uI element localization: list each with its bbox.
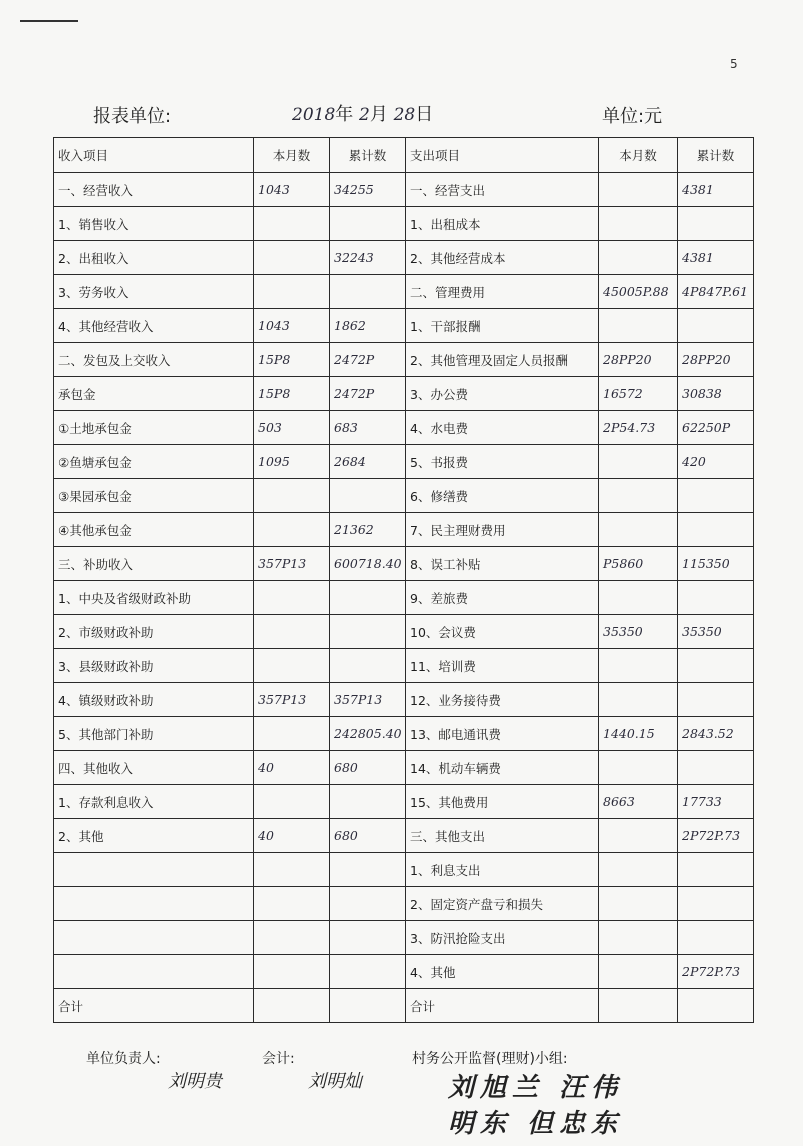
expense-month-value: 45005P.88 xyxy=(599,275,678,309)
income-item: 5、其他部门补助 xyxy=(54,717,254,751)
income-cumulative-value xyxy=(330,275,406,309)
expense-month-value xyxy=(599,445,678,479)
expense-month-value xyxy=(599,955,678,989)
expense-cumulative-value: 62250P xyxy=(678,411,754,445)
expense-cumulative-value xyxy=(678,751,754,785)
reporting-unit-label: 报表单位: xyxy=(93,106,172,127)
supervision-group-label: 村务公开监督(理财)小组: xyxy=(412,1051,568,1067)
expense-month-value xyxy=(599,173,678,207)
income-cumulative-value: 2684 xyxy=(330,445,406,479)
expense-month-value xyxy=(599,853,678,887)
income-item: 二、发包及上交收入 xyxy=(54,343,254,377)
expense-item: 2、其他管理及固定人员报酬 xyxy=(406,343,599,377)
expense-cumulative-value: 4381 xyxy=(678,241,754,275)
col-income-item: 收入项目 xyxy=(54,138,254,173)
income-item: 承包金 xyxy=(54,377,254,411)
income-month-value xyxy=(254,513,330,547)
expense-month-value: 35350 xyxy=(599,615,678,649)
date-day: 28 xyxy=(393,105,416,125)
income-cumulative-value xyxy=(330,649,406,683)
income-month-value: 40 xyxy=(254,819,330,853)
col-expense-cumulative: 累计数 xyxy=(678,138,754,173)
table-row xyxy=(54,343,754,377)
expense-item: 一、经营支出 xyxy=(406,173,599,207)
income-cumulative-value: 242805.40 xyxy=(330,717,406,751)
expense-cumulative-value: 28PP20 xyxy=(678,343,754,377)
table-row xyxy=(54,887,754,921)
income-month-value: 1095 xyxy=(254,445,330,479)
income-item: 三、补助收入 xyxy=(54,547,254,581)
col-expense-month: 本月数 xyxy=(599,138,678,173)
income-cumulative-value xyxy=(330,853,406,887)
expense-month-value xyxy=(599,887,678,921)
table-row xyxy=(54,207,754,241)
expense-cumulative-value xyxy=(678,309,754,343)
expense-month-value xyxy=(599,683,678,717)
expense-item: 7、民主理财费用 xyxy=(406,513,599,547)
table-row xyxy=(54,615,754,649)
supervision-signature-line-2: 明东 但忠东 xyxy=(448,1109,624,1139)
income-month-value xyxy=(254,887,330,921)
income-cumulative-value xyxy=(330,989,406,1023)
income-month-value xyxy=(254,853,330,887)
income-item: ①土地承包金 xyxy=(54,411,254,445)
income-item xyxy=(54,921,254,955)
income-month-value xyxy=(254,581,330,615)
income-item: 4、镇级财政补助 xyxy=(54,683,254,717)
table-header-row xyxy=(54,138,754,173)
col-income-cumulative: 累计数 xyxy=(330,138,406,173)
table-row xyxy=(54,717,754,751)
report-header xyxy=(0,100,803,134)
income-cumulative-value xyxy=(330,615,406,649)
accountant-label: 会计: xyxy=(262,1051,295,1067)
income-month-value: 1043 xyxy=(254,173,330,207)
income-month-value: 357P13 xyxy=(254,683,330,717)
expense-cumulative-value xyxy=(678,683,754,717)
expense-cumulative-value xyxy=(678,581,754,615)
table-row xyxy=(54,853,754,887)
table-row xyxy=(54,819,754,853)
table-row xyxy=(54,275,754,309)
income-cumulative-value: 600718.40 xyxy=(330,547,406,581)
income-cumulative-value xyxy=(330,955,406,989)
expense-month-value xyxy=(599,649,678,683)
table-row xyxy=(54,445,754,479)
table-row xyxy=(54,173,754,207)
expense-cumulative-value: 2843.52 xyxy=(678,717,754,751)
expense-cumulative-value: 35350 xyxy=(678,615,754,649)
income-cumulative-value: 680 xyxy=(330,819,406,853)
income-expense-table xyxy=(53,137,754,1023)
expense-item: 2、其他经营成本 xyxy=(406,241,599,275)
income-cumulative-value xyxy=(330,785,406,819)
expense-item: 13、邮电通讯费 xyxy=(406,717,599,751)
table-row xyxy=(54,649,754,683)
table-row xyxy=(54,377,754,411)
income-month-value xyxy=(254,785,330,819)
expense-item: 15、其他费用 xyxy=(406,785,599,819)
expense-month-value xyxy=(599,751,678,785)
income-month-value xyxy=(254,717,330,751)
expense-item: 三、其他支出 xyxy=(406,819,599,853)
expense-cumulative-value xyxy=(678,513,754,547)
income-month-value xyxy=(254,241,330,275)
income-month-value xyxy=(254,479,330,513)
table-row xyxy=(54,581,754,615)
table-row xyxy=(54,241,754,275)
expense-item: 9、差旅费 xyxy=(406,581,599,615)
expense-month-value xyxy=(599,819,678,853)
income-month-value: 357P13 xyxy=(254,547,330,581)
expense-cumulative-value xyxy=(678,479,754,513)
expense-item: 4、其他 xyxy=(406,955,599,989)
expense-item: 1、出租成本 xyxy=(406,207,599,241)
expense-cumulative-value xyxy=(678,649,754,683)
expense-item: 6、修缮费 xyxy=(406,479,599,513)
income-cumulative-value: 357P13 xyxy=(330,683,406,717)
income-item: 2、其他 xyxy=(54,819,254,853)
income-cumulative-value: 32243 xyxy=(330,241,406,275)
table-row xyxy=(54,411,754,445)
expense-item: 3、办公费 xyxy=(406,377,599,411)
income-item: 一、经营收入 xyxy=(54,173,254,207)
income-cumulative-value xyxy=(330,887,406,921)
expense-cumulative-value: 4P847P.61 xyxy=(678,275,754,309)
expense-month-value xyxy=(599,513,678,547)
expense-cumulative-value: 2P72P.73 xyxy=(678,955,754,989)
table-row xyxy=(54,513,754,547)
expense-item: 11、培训费 xyxy=(406,649,599,683)
date-month: 2 xyxy=(359,105,370,125)
expense-month-value xyxy=(599,989,678,1023)
expense-item: 二、管理费用 xyxy=(406,275,599,309)
expense-item: 5、书报费 xyxy=(406,445,599,479)
expense-cumulative-value xyxy=(678,853,754,887)
income-cumulative-value: 683 xyxy=(330,411,406,445)
report-date xyxy=(292,100,433,126)
col-expense-item: 支出项目 xyxy=(406,138,599,173)
expense-item: 12、业务接待费 xyxy=(406,683,599,717)
income-month-value: 1043 xyxy=(254,309,330,343)
income-cumulative-value: 1862 xyxy=(330,309,406,343)
col-income-month: 本月数 xyxy=(254,138,330,173)
date-year-suffix: 年 xyxy=(335,104,354,125)
expense-month-value: 2P54.73 xyxy=(599,411,678,445)
expense-item: 合计 xyxy=(406,989,599,1023)
income-item: ④其他承包金 xyxy=(54,513,254,547)
table-row xyxy=(54,989,754,1023)
expense-cumulative-value: 17733 xyxy=(678,785,754,819)
expense-month-value: 16572 xyxy=(599,377,678,411)
expense-item: 4、水电费 xyxy=(406,411,599,445)
income-item: 四、其他收入 xyxy=(54,751,254,785)
income-cumulative-value xyxy=(330,921,406,955)
income-item: 2、市级财政补助 xyxy=(54,615,254,649)
table-row xyxy=(54,309,754,343)
expense-cumulative-value: 2P72P.73 xyxy=(678,819,754,853)
income-cumulative-value: 2472P xyxy=(330,377,406,411)
income-month-value xyxy=(254,649,330,683)
income-item: 1、中央及省级财政补助 xyxy=(54,581,254,615)
income-cumulative-value xyxy=(330,207,406,241)
signature-section xyxy=(0,1045,803,1146)
income-item: 合计 xyxy=(54,989,254,1023)
income-month-value xyxy=(254,921,330,955)
income-item: ③果园承包金 xyxy=(54,479,254,513)
expense-month-value xyxy=(599,581,678,615)
expense-item: 8、误工补贴 xyxy=(406,547,599,581)
expense-cumulative-value: 30838 xyxy=(678,377,754,411)
date-month-suffix: 月 xyxy=(369,104,388,125)
accountant-signature: 刘明灿 xyxy=(308,1071,362,1092)
expense-month-value xyxy=(599,479,678,513)
income-item: ②鱼塘承包金 xyxy=(54,445,254,479)
table-row xyxy=(54,955,754,989)
expense-month-value xyxy=(599,309,678,343)
table-row xyxy=(54,785,754,819)
currency-unit: 单位:元 xyxy=(602,106,663,127)
income-month-value: 15P8 xyxy=(254,377,330,411)
expense-cumulative-value: 4381 xyxy=(678,173,754,207)
expense-item: 1、干部报酬 xyxy=(406,309,599,343)
expense-month-value xyxy=(599,241,678,275)
expense-month-value: 1440.15 xyxy=(599,717,678,751)
table-row xyxy=(54,683,754,717)
expense-item: 2、固定资产盘亏和损失 xyxy=(406,887,599,921)
income-item: 1、存款利息收入 xyxy=(54,785,254,819)
expense-item: 3、防汛抢险支出 xyxy=(406,921,599,955)
expense-month-value: P5860 xyxy=(599,547,678,581)
income-item: 3、劳务收入 xyxy=(54,275,254,309)
expense-item: 1、利息支出 xyxy=(406,853,599,887)
income-month-value xyxy=(254,615,330,649)
income-cumulative-value xyxy=(330,479,406,513)
income-cumulative-value: 2472P xyxy=(330,343,406,377)
income-month-value xyxy=(254,955,330,989)
expense-month-value: 8663 xyxy=(599,785,678,819)
expense-month-value xyxy=(599,921,678,955)
table-row xyxy=(54,547,754,581)
income-month-value xyxy=(254,275,330,309)
income-month-value: 503 xyxy=(254,411,330,445)
expense-cumulative-value: 420 xyxy=(678,445,754,479)
income-cumulative-value: 21362 xyxy=(330,513,406,547)
expense-month-value xyxy=(599,207,678,241)
income-item xyxy=(54,853,254,887)
corner-mark xyxy=(20,20,78,22)
income-item xyxy=(54,887,254,921)
income-cumulative-value: 680 xyxy=(330,751,406,785)
income-item xyxy=(54,955,254,989)
expense-item: 14、机动车辆费 xyxy=(406,751,599,785)
expense-month-value: 28PP20 xyxy=(599,343,678,377)
income-month-value: 15P8 xyxy=(254,343,330,377)
expense-cumulative-value xyxy=(678,989,754,1023)
page-number: 5 xyxy=(730,57,738,71)
date-year: 2018 xyxy=(292,105,336,125)
expense-item: 10、会议费 xyxy=(406,615,599,649)
income-cumulative-value xyxy=(330,581,406,615)
expense-cumulative-value: 115350 xyxy=(678,547,754,581)
table-body xyxy=(54,138,754,1023)
income-month-value: 40 xyxy=(254,751,330,785)
supervision-signature-line-1: 刘旭兰 汪伟 xyxy=(448,1073,624,1103)
income-item: 4、其他经营收入 xyxy=(54,309,254,343)
date-day-suffix: 日 xyxy=(415,104,434,125)
income-month-value xyxy=(254,207,330,241)
table-row xyxy=(54,921,754,955)
responsible-person-label: 单位负责人: xyxy=(86,1051,161,1067)
expense-cumulative-value xyxy=(678,207,754,241)
responsible-person-signature: 刘明贵 xyxy=(168,1071,222,1092)
income-item: 2、出租收入 xyxy=(54,241,254,275)
income-cumulative-value: 34255 xyxy=(330,173,406,207)
table-row xyxy=(54,479,754,513)
expense-cumulative-value xyxy=(678,887,754,921)
income-month-value xyxy=(254,989,330,1023)
income-item: 1、销售收入 xyxy=(54,207,254,241)
expense-cumulative-value xyxy=(678,921,754,955)
income-item: 3、县级财政补助 xyxy=(54,649,254,683)
table-row xyxy=(54,751,754,785)
